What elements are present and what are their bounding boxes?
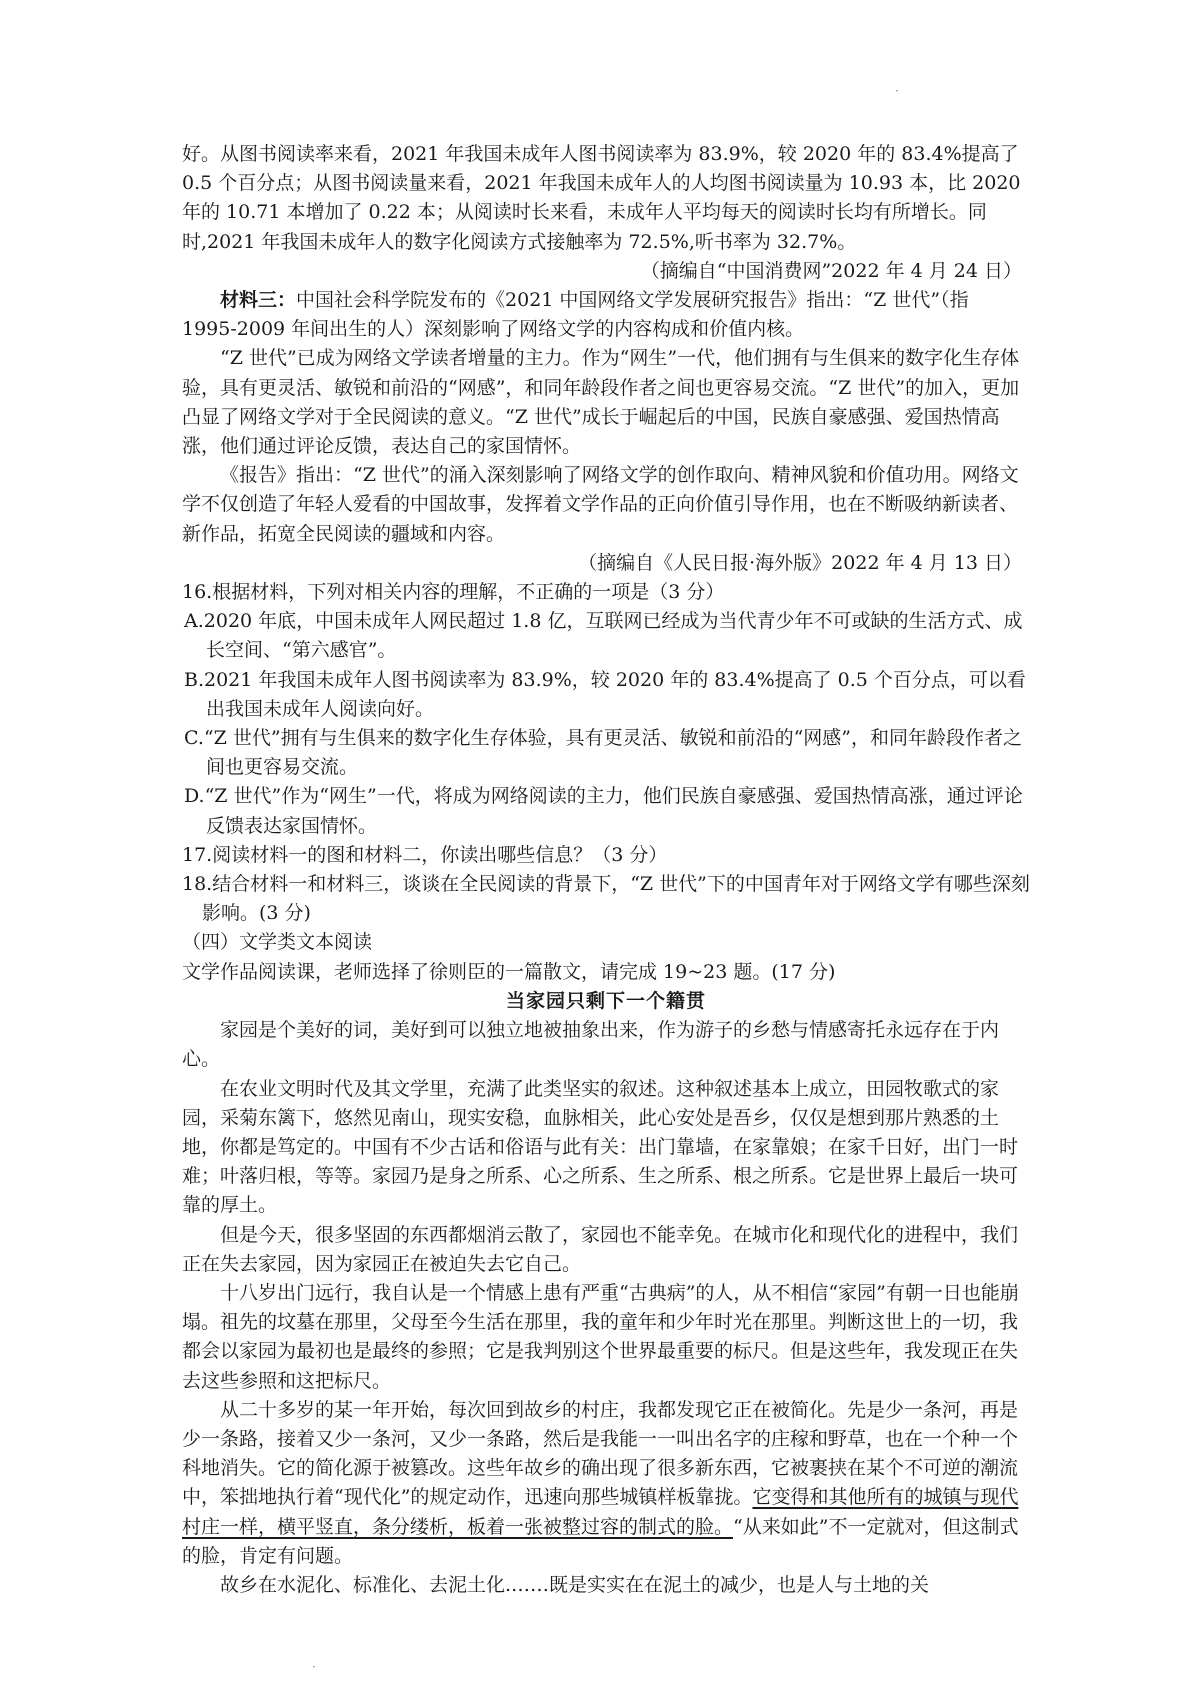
- essay-para-6: 故乡在水泥化、标准化、去泥土化.……既是实实在在泥土的减少，也是人与土地的关: [220, 1573, 930, 1596]
- material3-para2: 《报告》指出：“Z 世代”的涌入深刻影响了网络文学的创作取向、精神风貌和价值功用。网络文学不仅创造了年轻人爱看的中国故事，发挥着文学作品的正向价值引导作用，也在不断吸纳新读者、新作品，拓宽全民阅读的疆域和内容。: [182, 464, 1019, 545]
- section-4-intro: 文学作品阅读课，老师选择了徐则臣的一篇散文，请完成 19~23 题。(17 分): [182, 960, 836, 983]
- exam-page: [182, 140, 1030, 1600]
- material2-source: （摘编自“中国消费网”2022 年 4 月 24 日）: [640, 259, 1022, 282]
- essay-para-4: 十八岁出门远行，我自认是一个情感上患有严重“古典病”的人，从不相信“家园”有朝一日也能崩塌。祖先的坟墓在那里，父母至今生活在那里，我的童年和少年时光在那里。判断这世上的一切，我都会以家园为最初也是最终的参照；它是我判别这个世界最重要的标尺。但是这些年，我发现正在失去这些参照和这把标尺。: [182, 1281, 1019, 1392]
- scan-speck-bottom: ·: [312, 1660, 316, 1674]
- question-16-option-b: B.2021 年我国未成年人图书阅读率为 83.9%，较 2020 年的 83.4%提高了 0.5 个百分点，可以看出我国未成年人阅读向好。: [184, 668, 1026, 720]
- essay-title: 当家园只剩下一个籍贯: [505, 989, 706, 1012]
- material2-tail: 好。从图书阅读率来看，2021 年我国未成年人图书阅读率为 83.9%，较 2020 年的 83.4%提高了 0.5 个百分点；从图书阅读量来看，2021 年我国未成年人的人均图书阅读量为 10.93 本，比 2020 年的 10.71 本增加了 0.22 本；从阅读时长来看，未成年人平均每天的阅读时长均有所增长。同时,2021 年我国未成年人的数字化阅读方式接触率为 72.5%,听书率为 32.7%。: [182, 143, 1021, 253]
- section-4-heading: （四）文学类文本阅读: [182, 931, 373, 954]
- material3-source: （摘编自《人民日报·海外版》2022 年 4 月 13 日）: [578, 551, 1022, 574]
- material3-intro-a: 中国社会科学院发布的《2021 中国网络文学发展研究报告》指出：“Z 世代”（指: [296, 289, 969, 312]
- essay-para-5-a: 从二十多岁的某一年开始，每次回到故乡的村庄，我都发现它正在被简化。先是少一条河，再是少一条路，接着又少一条河，又少一条路，然后是我能一一叫出名字的庄稼和野草，也在一个种一个科地消失。它的简化源于被篡改。这些年故乡的确出现了很多新东西，它被裹挟在某个不可逆的潮流中，笨拙地执行着“现代化”的规定动作，迅速向那些城镇样板靠拢。: [182, 1398, 1019, 1509]
- scan-speck-top: ·: [895, 84, 899, 98]
- essay-para-5: [182, 1396, 1030, 1571]
- question-16-option-c: C.“Z 世代”拥有与生俱来的数字化生存体验，具有更灵活、敏锐和前沿的“网感”，和同年龄段作者之间也更容易交流。: [184, 727, 1022, 779]
- question-16-option-d: D.“Z 世代”作为“网生”一代，将成为网络阅读的主力，他们民族自豪感强、爱国热情高涨，通过评论反馈表达家国情怀。: [184, 785, 1023, 837]
- essay-para-1: 家园是个美好的词，美好到可以独立地被抽象出来，作为游子的乡愁与情感寄托永远存在于内心。: [182, 1019, 1000, 1071]
- question-18: 18.结合材料一和材料三，谈谈在全民阅读的背景下，“Z 世代”下的中国青年对于网络文学有哪些深刻影响。(3 分): [182, 873, 1030, 925]
- essay-para-5-b: “从来如此”不一定就对，但这制式的脸，肯定有问题。: [182, 1515, 1019, 1567]
- material3-para1: “Z 世代”已成为网络文学读者增量的主力。作为“网生”一代，他们拥有与生俱来的数字化生存体验，具有更灵活、敏锐和前沿的“网感”，和同年龄段作者之间也更容易交流。“Z 世代”的加入，更加凸显了网络文学对于全民阅读的意义。“Z 世代”成长于崛起后的中国，民族自豪感强、爱国热情高涨，他们通过评论反馈，表达自己的家国情怀。: [182, 347, 1020, 458]
- question-16-stem: 16.根据材料，下列对相关内容的理解，不正确的一项是（3 分）: [182, 581, 725, 604]
- essay-para-2: 在农业文明时代及其文学里，充满了此类坚实的叙述。这种叙述基本上成立，田园牧歌式的家园，采菊东篱下，悠然见南山，现实安稳，血脉相关，此心安处是吾乡，仅仅是想到那片熟悉的土地，你都是笃定的。中国有不少古话和俗语与此有关：出门靠墙，在家靠娘；在家千日好，出门一时难；叶落归根，等等。家园乃是身之所系、心之所系、生之所系、根之所系。它是世界上最后一块可靠的厚土。: [182, 1077, 1019, 1217]
- material3-intro-b: 1995-2009 年间出生的人）深刻影响了网络文学的内容构成和价值内核。: [182, 318, 805, 341]
- essay-underlined-sentence: 它变得和其他所有的城镇与现代村庄一样，横平竖直，条分缕析，板着一张被整过容的制式的脸。: [182, 1486, 1019, 1538]
- material3-label: 材料三：: [220, 289, 297, 312]
- question-17: 17.阅读材料一的图和材料二，你读出哪些信息？（3 分）: [182, 843, 668, 866]
- essay-para-3: 但是今天，很多坚固的东西都烟消云散了，家园也不能幸免。在城市化和现代化的进程中，我们正在失去家园，因为家园正在被迫失去它自己。: [182, 1223, 1019, 1275]
- material3-intro: [182, 286, 1030, 315]
- question-16-option-a: A.2020 年底，中国未成年人网民超过 1.8 亿，互联网已经成为当代青少年不可或缺的生活方式、成长空间、“第六感官”。: [184, 610, 1023, 662]
